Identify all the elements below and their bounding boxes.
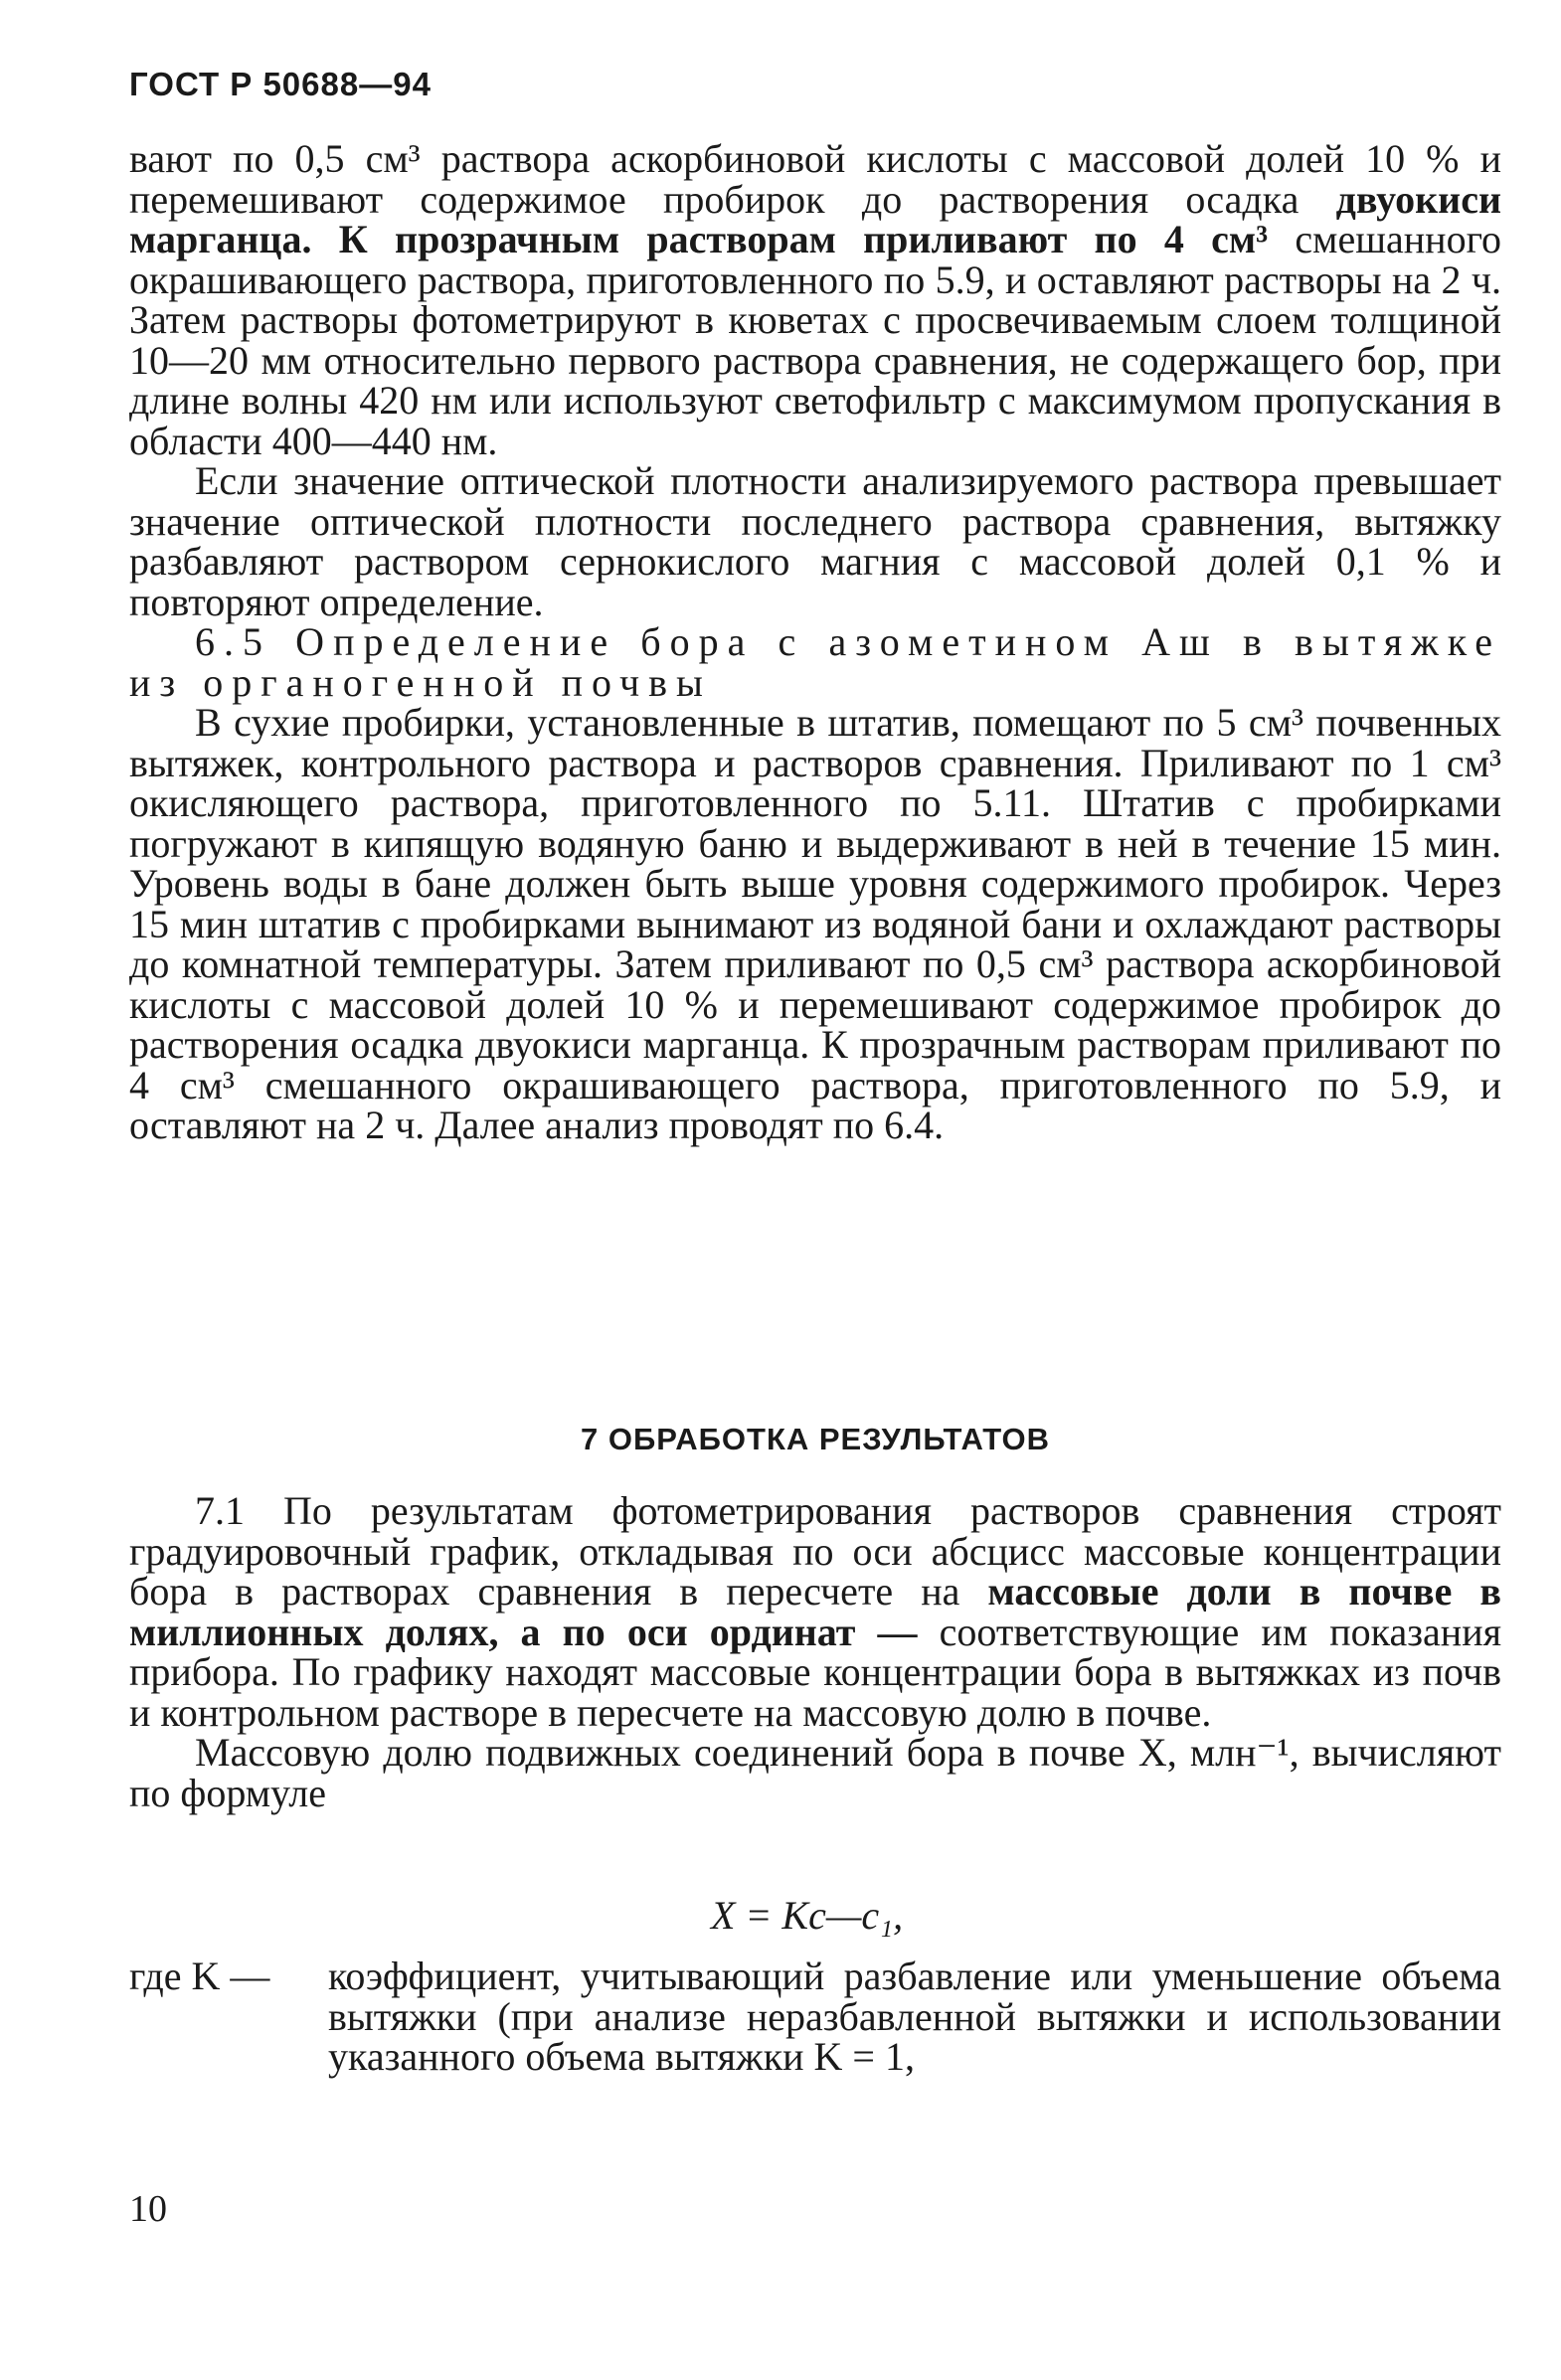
text-run: смешанного окрашивающего раствора, приготовленного по 5.9, и оставляют растворы на 2 ч. Затем растворы фотометрируют в кюветах с просвечиваемым слоем толщиной 10—20 мм относительно первого раствора сравнения, не содержащего бор, при длине волны 420 нм или используют светофильтр с максимумом пропускания в области 400—440 нм. xyxy=(129,217,1501,463)
subsection-heading-6-5: 6.5 Определение бора с азометином Аш в вытяжке из органогенной почвы xyxy=(129,619,1501,705)
where-definition: коэффициент, учитывающий разбавление или уменьшение объема вытяжки (при анализе неразбавленной вытяжки и использовании указанного объема вытяжки K = 1, xyxy=(328,1954,1501,2079)
paragraph-dilution: Если значение оптической плотности анализируемого раствора превышает значение оптической плотности последнего раствора сравнения, вытяжку разбавляют раствором сернокислого магния с массовой долей 0,1 % и повторяют определение. xyxy=(129,458,1501,624)
formula: X = Kc—c₁, xyxy=(711,1893,904,1938)
text-run: 7.1 По результатам фотометрирования растворов сравнения строят градуировочный график, откладывая по оси абсцисс массовые концентрации бора в растворах сравнения в пересчете на xyxy=(129,1488,1501,1614)
paragraph-continuation xyxy=(129,136,1501,463)
paragraph-7-1 xyxy=(129,1488,1502,1735)
section-7-text xyxy=(129,1488,1502,1815)
where-label: где K — xyxy=(129,1954,270,1998)
section-title: 7 ОБРАБОТКА РЕЗУЛЬТАТОВ xyxy=(581,1422,1050,1456)
paragraph-procedure: В сухие пробирки, установленные в штатив, помещают по 5 см³ почвенных вытяжек, контрольного раствора и растворов сравнения. Приливают по 1 см³ окисляющего раствора, приготовленного по 5.11. Штатив с пробирками погружают в кипящую водяную баню и выдерживают в ней в течение 15 мин. Уровень воды в бане должен быть выше уровня содержимого пробирок. Через 15 мин штатив с пробирками вынимают из водяной бани и охлаждают растворы до комнатной температуры. Затем приливают по 0,5 см³ раствора аскорбиновой кислоты с массовой долей 10 % и перемешивают содержимое пробирок до растворения осадка двуокиси марганца. К прозрачным растворам приливают по 4 см³ смешанного окрашивающего раствора, приготовленного по 5.9, и оставляют на 2 ч. Далее анализ проводят по 6.4. xyxy=(129,700,1501,1147)
page-number: 10 xyxy=(129,2188,167,2230)
text-run: соответствующие им показания прибора. По графику находят массовые концентрации бора в вытяжках из почв и контрольном растворе в пересчете на массовую долю в почве. xyxy=(129,1609,1502,1735)
bold-text-run: массовые доли в почве в миллионных долях, а по оси ординат — xyxy=(129,1569,1501,1654)
text-run: вают по 0,5 см³ раствора аскорбиновой кислоты с массовой долей 10 % и перемешивают содержимое пробирок до растворения осадка xyxy=(129,136,1501,222)
bold-text-run: двуокиси марганца. К прозрачным растворам приливают по 4 см³ xyxy=(129,176,1501,261)
standard-header: ГОСТ Р 50688—94 xyxy=(129,66,432,102)
paragraph-formula-intro: Массовую долю подвижных соединений бора в почве X, млн⁻¹, вычисляют по формуле xyxy=(129,1730,1501,1815)
main-text-block xyxy=(129,136,1501,1147)
